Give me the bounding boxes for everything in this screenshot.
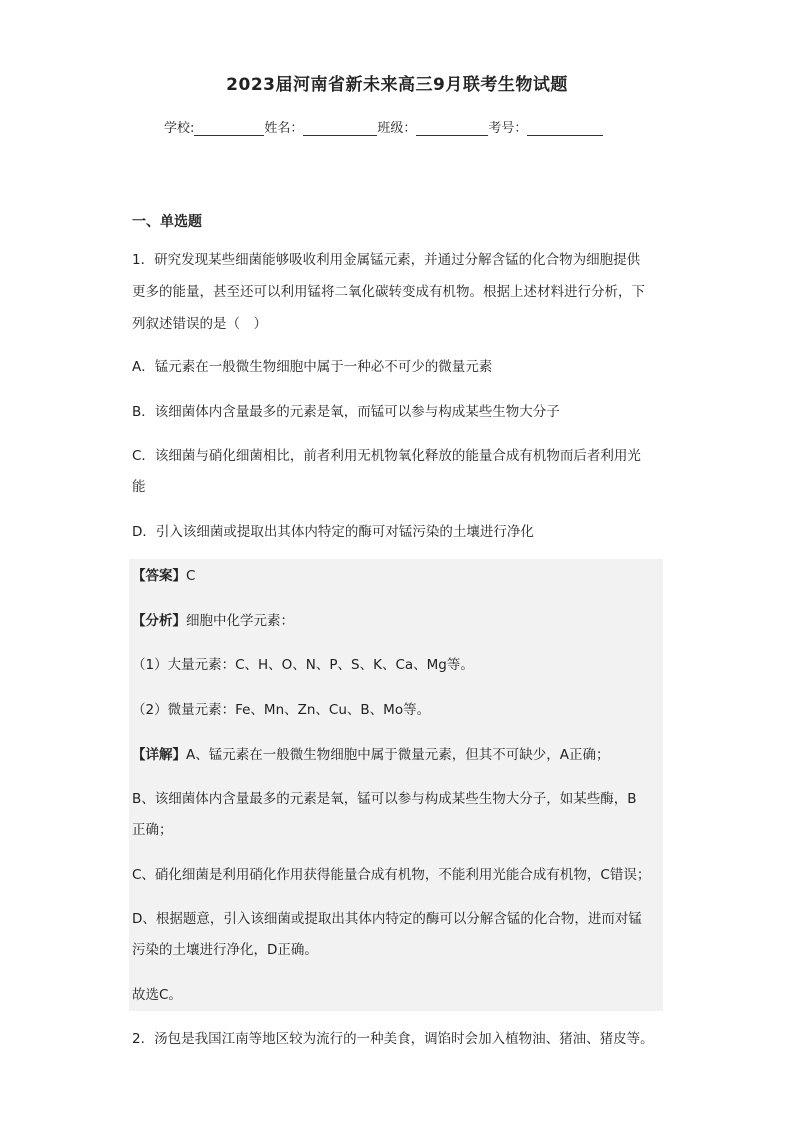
school-label: 学校:: [164, 121, 195, 136]
q1-stem-line2: 更多的能量，甚至还可以利用锰将二氧化碳转变成有机物。根据上述材料进行分析，下: [132, 284, 645, 300]
analysis-tag: 【分析】: [132, 613, 186, 629]
detail-b-line1: B、该细菌体内含量最多的元素是氧，锰可以参与构成某些生物大分子，如某些酶，B: [132, 791, 637, 807]
detail-a-text: A、锰元素在一般微生物细胞中属于微量元素，但其不可缺少，A正确；: [186, 747, 610, 763]
section-heading: 一、单选题: [132, 214, 202, 230]
detail-line-a: [132, 740, 662, 770]
detail-b-line2: 正确；: [132, 822, 173, 838]
q1-option-a: A．锰元素在一般微生物细胞中属于一种必不可少的微量元素: [132, 359, 493, 375]
q1-option-c-line2: 能: [132, 479, 146, 495]
answer-line: [132, 561, 662, 591]
conclusion: 故选C。: [132, 987, 182, 1003]
detail-d-line1: D、根据题意，引入该细菌或提取出其体内特定的酶可以分解含锰的化合物，进而对锰: [132, 911, 642, 927]
student-info-row: [164, 117, 644, 136]
q1-option-b: B．该细菌体内含量最多的元素是氧，而锰可以参与构成某些生物大分子: [132, 404, 560, 420]
school-blank: [194, 121, 264, 136]
id-label: 考号：: [488, 121, 528, 136]
answer-value: C: [186, 568, 196, 584]
q1-stem-line1: 1．研究发现某些细菌能够吸收利用金属锰元素，并通过分解含锰的化合物为细胞提供: [132, 252, 641, 268]
analysis-line: [132, 606, 662, 636]
class-label: 班级：: [377, 121, 417, 136]
detail-c: C、硝化细菌是利用硝化作用获得能量合成有机物，不能利用光能合成有机物，C错误；: [132, 867, 651, 883]
analysis-item-1: （1）大量元素：C、H、O、N、P、S、K、Ca、Mg等。: [132, 657, 474, 673]
q1-option-d: D．引入该细菌或提取出其体内特定的酶可对锰污染的土壤进行净化: [132, 524, 534, 540]
name-label: 姓名：: [264, 121, 304, 136]
class-blank: [416, 121, 488, 136]
q2-stem-line1: 2．汤包是我国江南等地区较为流行的一种美食，调馅时会加入植物油、猪油、猪皮等。: [132, 1031, 654, 1047]
q1-option-c-line1: C．该细菌与硝化细菌相比，前者利用无机物氧化释放的能量合成有机物而后者利用光: [132, 448, 641, 464]
detail-d-line2: 污染的土壤进行净化，D正确。: [132, 942, 318, 958]
analysis-item-2: （2）微量元素：Fe、Mn、Zn、Cu、B、Mo等。: [132, 702, 431, 718]
page-title: 2023届河南省新未来高三9月联考生物试题: [226, 75, 568, 95]
answer-tag: 【答案】: [132, 568, 186, 584]
q1-stem-line3: 列叙述错误的是（ ）: [132, 316, 267, 332]
id-blank: [527, 121, 603, 136]
name-blank: [303, 121, 377, 136]
detail-tag: 【详解】: [132, 747, 186, 763]
analysis-text: 细胞中化学元素：: [186, 613, 294, 629]
